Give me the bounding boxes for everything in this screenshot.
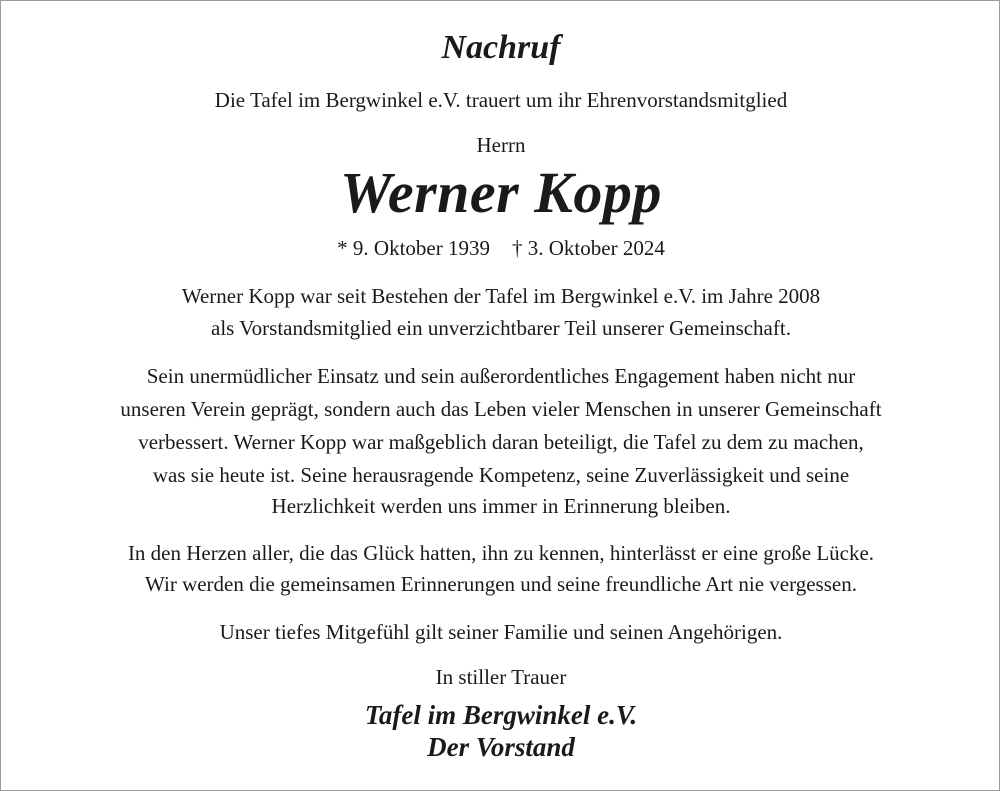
paragraph-line: Wir werden die gemeinsamen Erinnerungen und seine freundliche Art nie vergessen. — [145, 572, 857, 596]
paragraph-line: Sein unermüdlicher Einsatz und sein außerordentliches Engagement haben nicht nur — [146, 364, 856, 388]
closing-text: In stiller Trauer — [435, 665, 567, 689]
paragraph-line: als Vorstandsmitglied ein unverzichtbarer Teil unserer Gemeinschaft. — [211, 316, 791, 340]
death-date: † 3. Oktober 2024 — [512, 236, 665, 260]
birth-date: * 9. Oktober 1939 — [337, 236, 490, 260]
salutation: Herrn — [476, 133, 526, 157]
paragraph-line: In den Herzen aller, die das Glück hatten, ihn zu kennen, hinterlässt er eine große Lücke. — [127, 541, 875, 565]
paragraph-line: Werner Kopp war seit Bestehen der Tafel im Bergwinkel e.V. im Jahre 2008 — [181, 284, 821, 308]
signature-board: Der Vorstand — [427, 732, 575, 762]
notice-heading: Nachruf — [441, 29, 561, 66]
intro-text: Die Tafel im Bergwinkel e.V. trauert um ihr Ehrenvorstandsmitglied — [214, 88, 788, 112]
life-dates — [1, 231, 1000, 266]
paragraph-line: was sie heute ist. Seine herausragende Kompetenz, seine Zuverlässigkeit und seine — [152, 463, 850, 487]
paragraph-line: Herzlichkeit werden uns immer in Erinnerung bleiben. — [271, 494, 731, 518]
paragraph-line: verbessert. Werner Kopp war maßgeblich daran beteiligt, die Tafel zu dem zu machen, — [138, 430, 864, 454]
signature-organization: Tafel im Bergwinkel e.V. — [364, 700, 638, 730]
deceased-name: Werner Kopp — [340, 160, 662, 225]
condolence-text: Unser tiefes Mitgefühl gilt seiner Familie und seinen Angehörigen. — [219, 620, 783, 644]
paragraph-line: unseren Verein geprägt, sondern auch das Leben vieler Menschen in unserer Gemeinschaft — [120, 397, 882, 421]
